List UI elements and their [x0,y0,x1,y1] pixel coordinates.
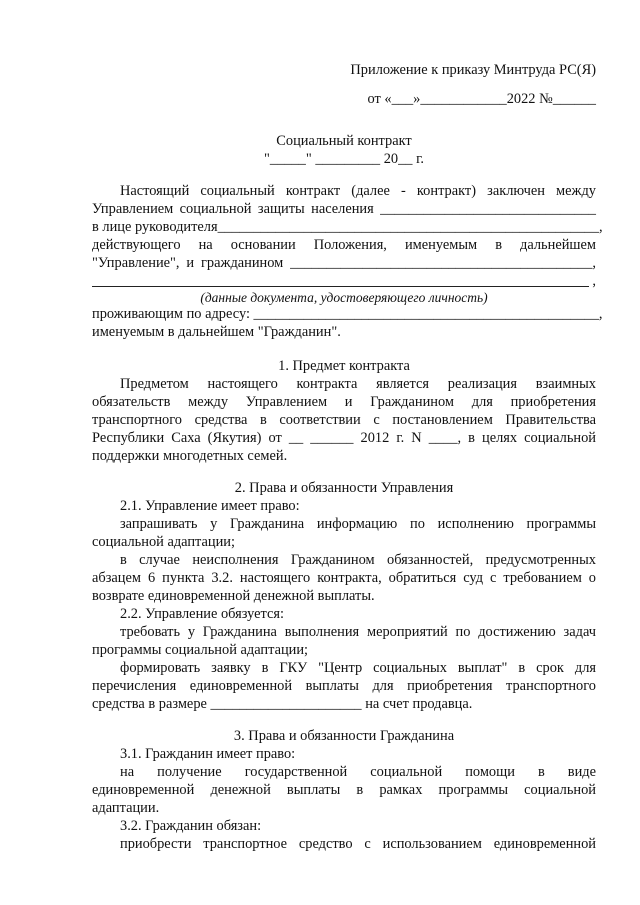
order-date-line: от «___»____________2022 №______ [367,91,596,107]
section2-line: запрашивать у Гражданина информацию по исполнению программы [120,516,596,532]
section3-line: на получение государственной социальной помощи в виде [120,764,596,780]
document-caption: (данные документа, удостоверяющего личность) [200,290,488,305]
intro-line: "Управление", и гражданином __________________________________________, [92,255,596,271]
intro-line: проживающим по адресу: ________________________________________________, [92,306,603,322]
section3-line: адаптации. [92,800,160,816]
section-heading-1: 1. Предмет контракта [278,358,410,374]
intro-line: Настоящий социальный контракт (далее - контракт) заключен между [120,183,596,199]
section1-line: обязательств между Управлением и Гражданином для приобретения [92,394,596,410]
contract-date-line: "_____" _________ 20__ г. [264,151,424,167]
intro-line: в лице руководителя_____________________________________________________, [92,219,603,235]
intro-line: именуемым в дальнейшем "Гражданин". [92,324,341,340]
section1-line: Республики Саха (Якутия) от __ ______ 2012 г. N ____, в целях социальной [92,430,596,446]
intro-line: , [592,273,596,289]
section2-line: возврате единовременной денежной выплаты. [92,588,375,604]
section1-line: поддержки многодетных семей. [92,448,288,464]
section2-line: требовать у Гражданина выполнения мероприятий по достижению задач [120,624,596,640]
section2-line: социальной адаптации; [92,534,235,550]
section2-line: программы социальной адаптации; [92,642,309,658]
section2-line: в случае неисполнения Гражданином обязанностей, предусмотренных [120,552,596,568]
page-title: Социальный контракт [276,133,412,149]
clause-2-1: 2.1. Управление имеет право: [120,498,300,514]
section1-line: транспортного средства в соответствии с постановлением Правительства [92,412,596,428]
section2-line: перечисления единовременной выплаты для приобретения транспортного [92,678,596,694]
section3-line: единовременной денежной выплаты в рамках программы социальной [92,782,596,798]
clause-3-2: 3.2. Гражданин обязан: [120,818,262,834]
intro-line: Управлением социальной защиты населения ______________________________ [92,201,596,217]
section2-line: формировать заявку в ГКУ "Центр социальных выплат" в срок для [120,660,596,676]
section2-line: средства в размере _____________________ на счет продавца. [92,696,473,712]
clause-2-2: 2.2. Управление обязуется: [120,606,284,622]
section2-line: абзацем 6 пункта 3.2. настоящего контракта, обратиться суд с требованием о [92,570,596,586]
section3-line: приобрести транспортное средство с использованием единовременной [120,836,596,852]
appendix-line: Приложение к приказу Минтруда РС(Я) [350,62,596,78]
section-heading-3: 3. Права и обязанности Гражданина [233,728,455,744]
section1-line: Предметом настоящего контракта является реализация взаимных [120,376,596,392]
section-heading-2: 2. Права и обязанности Управления [234,480,454,496]
intro-line: действующего на основании Положения, именуемым в дальнейшем [92,237,596,253]
clause-3-1: 3.1. Гражданин имеет право: [120,746,296,762]
